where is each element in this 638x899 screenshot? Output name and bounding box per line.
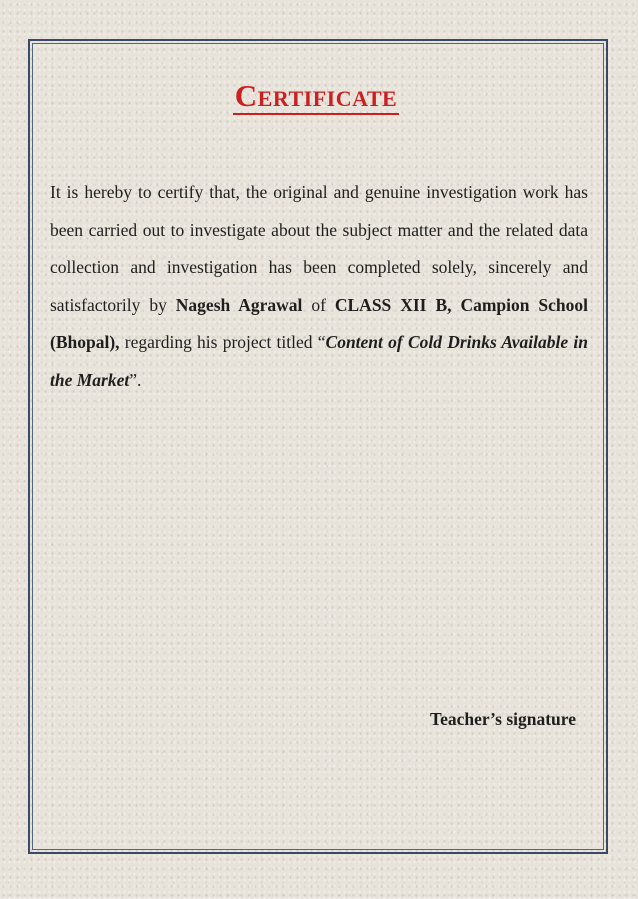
teacher-signature-label: Teacher’s signature bbox=[430, 709, 576, 729]
of-text: of bbox=[302, 294, 335, 315]
intro-text: It is hereby to certify that, the original and genuine investigation work has been carried out to investigate about the subject matter and the related data collection and investigation has been completed solely, sincerely and satisfactorily by bbox=[50, 182, 588, 315]
class-school: CLASS XII B, Campion School (Bhopal), bbox=[50, 294, 589, 352]
closing-text: ”. bbox=[129, 369, 142, 390]
certificate-heading bbox=[0, 77, 638, 115]
student-name: Nagesh Agrawal bbox=[175, 294, 303, 315]
regarding-text: regarding his project titled “ bbox=[119, 332, 326, 352]
project-title: Content of Cold Drinks Available in the Market bbox=[50, 332, 588, 390]
certificate-title: Certificate bbox=[234, 78, 398, 113]
certificate-body bbox=[50, 174, 588, 399]
